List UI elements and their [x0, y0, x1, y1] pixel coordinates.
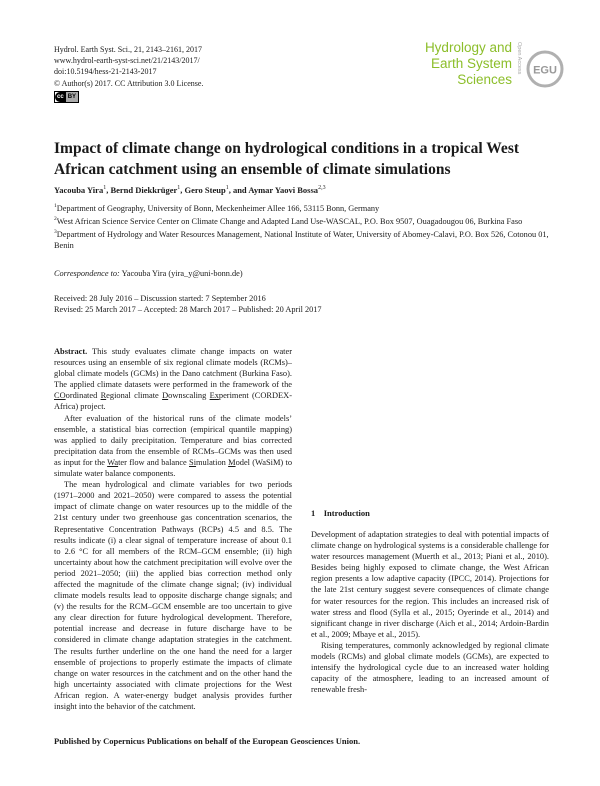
correspondence-label: Correspondence to:	[54, 269, 120, 278]
author-affiliation-mark: 1	[225, 185, 229, 192]
correspondence-line	[54, 269, 243, 278]
affiliation-item: $^3$Department of Hydrology and Water Resources Management, National Institute of Water, University of Abomey-Calavi, P.O. Box 526, Cotonou 01, Benin	[54, 228, 549, 250]
author-affiliation-mark: 2,3	[318, 185, 326, 192]
introduction-paragraph: Development of adaptation strategies to deal with potential impacts of climate change on hydrological systems is a considerable challenge for water resources management (Muerth et al., 2013; Piani et al., 2010). Besides being highly exposed to climate change, the West African region presents a low adaptive capacity (IPCC, 2014). Projections for the late 21st century suggest severe consequences of climate change for water resources for the region. This includes an increased risk of water stress and flood (Sylla et al., 2015; Oyerinde et al., 2014) and significant change in river discharge (Aich et al., 2014; Ardoin-Bardin et al., 2009; Mbaye et al., 2015).	[311, 530, 549, 639]
section-heading-introduction: 1 Introduction	[311, 508, 370, 518]
author-affiliation-mark: 1	[177, 185, 181, 192]
abstract-paragraph: After evaluation of the historical runs of the climate models’ ensemble, a statistical bias correction (empirical quantile mapping) was applied to daily precipitation. Temperature and bias corrected precipitation data from the ensemble of RCMs–GCMs was then used as input for the Water flow and balance Simulation Model (WaSiM) to simulate water balance components.	[54, 413, 293, 479]
journal-logo-text	[412, 40, 512, 88]
citation-line: Hydrol. Earth Syst. Sci., 21, 2143–2161, 2017	[54, 45, 202, 54]
author-name[interactable]: Yacouba Yira	[54, 185, 104, 195]
journal-citation-block	[54, 44, 203, 103]
affiliation-item: $^1$Department of Geography, University of Bonn, Meckenheimer Allee 166, 53115 Bonn, Germany	[54, 203, 380, 213]
article-title: Impact of climate change on hydrological conditions in a tropical West African catchment using an ensemble of climate simulations	[54, 140, 520, 178]
journal-logo-line-3: Sciences	[457, 72, 512, 87]
article-url[interactable]: www.hydrol-earth-syst-sci.net/21/2143/2017/	[54, 56, 200, 66]
cc-badge-right: BY	[67, 93, 77, 100]
introduction-paragraph: Rising temperatures, commonly acknowledged by regional climate models (RCMs) and global climate models (GCMs), are expected to intensify the hydrological cycle due to an increased water holding capacity of the atmosphere, leading to an increased amount of renewable fresh-	[311, 640, 549, 695]
affiliation-item: $^2$West African Science Service Center on Climate Change and Adapted Land Use-WASCAL, P.O. Box 9507, Ouagadougou 06, Burkina Faso	[54, 215, 523, 226]
author-name[interactable]: Bernd Diekkrüger	[110, 185, 178, 195]
license-line: © Author(s) 2017. CC Attribution 3.0 License.	[54, 78, 204, 88]
dates-line-2: Revised: 25 March 2017 – Accepted: 28 March 2017 – Published: 20 April 2017	[54, 305, 322, 315]
journal-logo-line-1: Hydrology and	[424, 40, 512, 55]
egu-logo-icon	[526, 50, 564, 88]
journal-logo-line-2: Earth System	[430, 56, 512, 71]
author-list: Yacouba Yira$^1$, Bernd Diekkrüger$^1$, Gero Steup$^1$, and Aymar Yaovi Bossa$^{2,3}$	[54, 185, 326, 195]
cc-badge-left: cc	[57, 93, 64, 100]
publication-dates	[54, 293, 322, 316]
abstract-label: Abstract.	[54, 347, 88, 356]
author-name[interactable]: Gero Steup	[184, 185, 226, 195]
introduction-body	[311, 529, 549, 695]
author-name[interactable]: and Aymar Yaovi Bossa	[232, 185, 319, 195]
open-access-label: Open Access	[516, 42, 522, 75]
abstract-paragraph-3: The mean hydrological and climate variables for two periods (1971–2000 and 2021–2050) were compared to assess the potential impact of climate change on water resources up to the middle of the 21st century under two greenhouse gas concentration scenarios, the Representative Concentration Pathways (RCPs) 4.5 and 8.5. The results indicate (i) a clear signal of temperature increase of about 0.1 to 2.6 °C for all members of the RCM–GCM ensemble; (ii) high uncertainty about how the catchment precipitation will evolve over the period 2021–2050; (iii) the applied bias correction method only affected the magnitude of the climate change signal; (iv) individual climate models results lead to opposite discharge change signals; and (v) the results for the RCM–GCM ensemble are too uncertain to give any clear direction for future hydrological development. Therefore, potential increase and decrease in future discharge have to be considered in climate change adaptation strategies in the catchment. The results further underline on the one hand the need for a larger ensemble of projections to properly estimate the impacts of climate change on water resources in the catchment and on the other hand the high uncertainty associated with climate projections for the West African region. A water-energy budget analysis provides further insight into the behavior of the catchment.	[54, 480, 292, 711]
author-affiliation-mark: 1	[103, 185, 107, 192]
publisher-footer: Published by Copernicus Publications on behalf of the European Geosciences Union.	[54, 736, 361, 746]
affiliations	[54, 201, 554, 251]
dates-line-1: Received: 28 July 2016 – Discussion started: 7 September 2016	[54, 294, 266, 303]
doi-line[interactable]: doi:10.5194/hess-21-2143-2017	[54, 67, 157, 77]
correspondence-email[interactable]: Yacouba Yira (yira_y@uni-bonn.de)	[121, 269, 243, 278]
cc-by-license-icon[interactable]	[54, 91, 79, 103]
abstract-paragraph: Abstract. This study evaluates climate change impacts on water resources using an ensemble of six regional climate models (RCMs)–global climate models (GCMs) in the Dano catchment (Burkina Faso). The applied climate datasets were performed in the framework of the COordinated Regional climate Downscaling Experiment (CORDEX-Africa) project.	[54, 347, 292, 412]
abstract-column	[54, 346, 292, 712]
journal-logo[interactable]	[412, 40, 564, 100]
egu-logo-text: EGU	[533, 64, 557, 77]
